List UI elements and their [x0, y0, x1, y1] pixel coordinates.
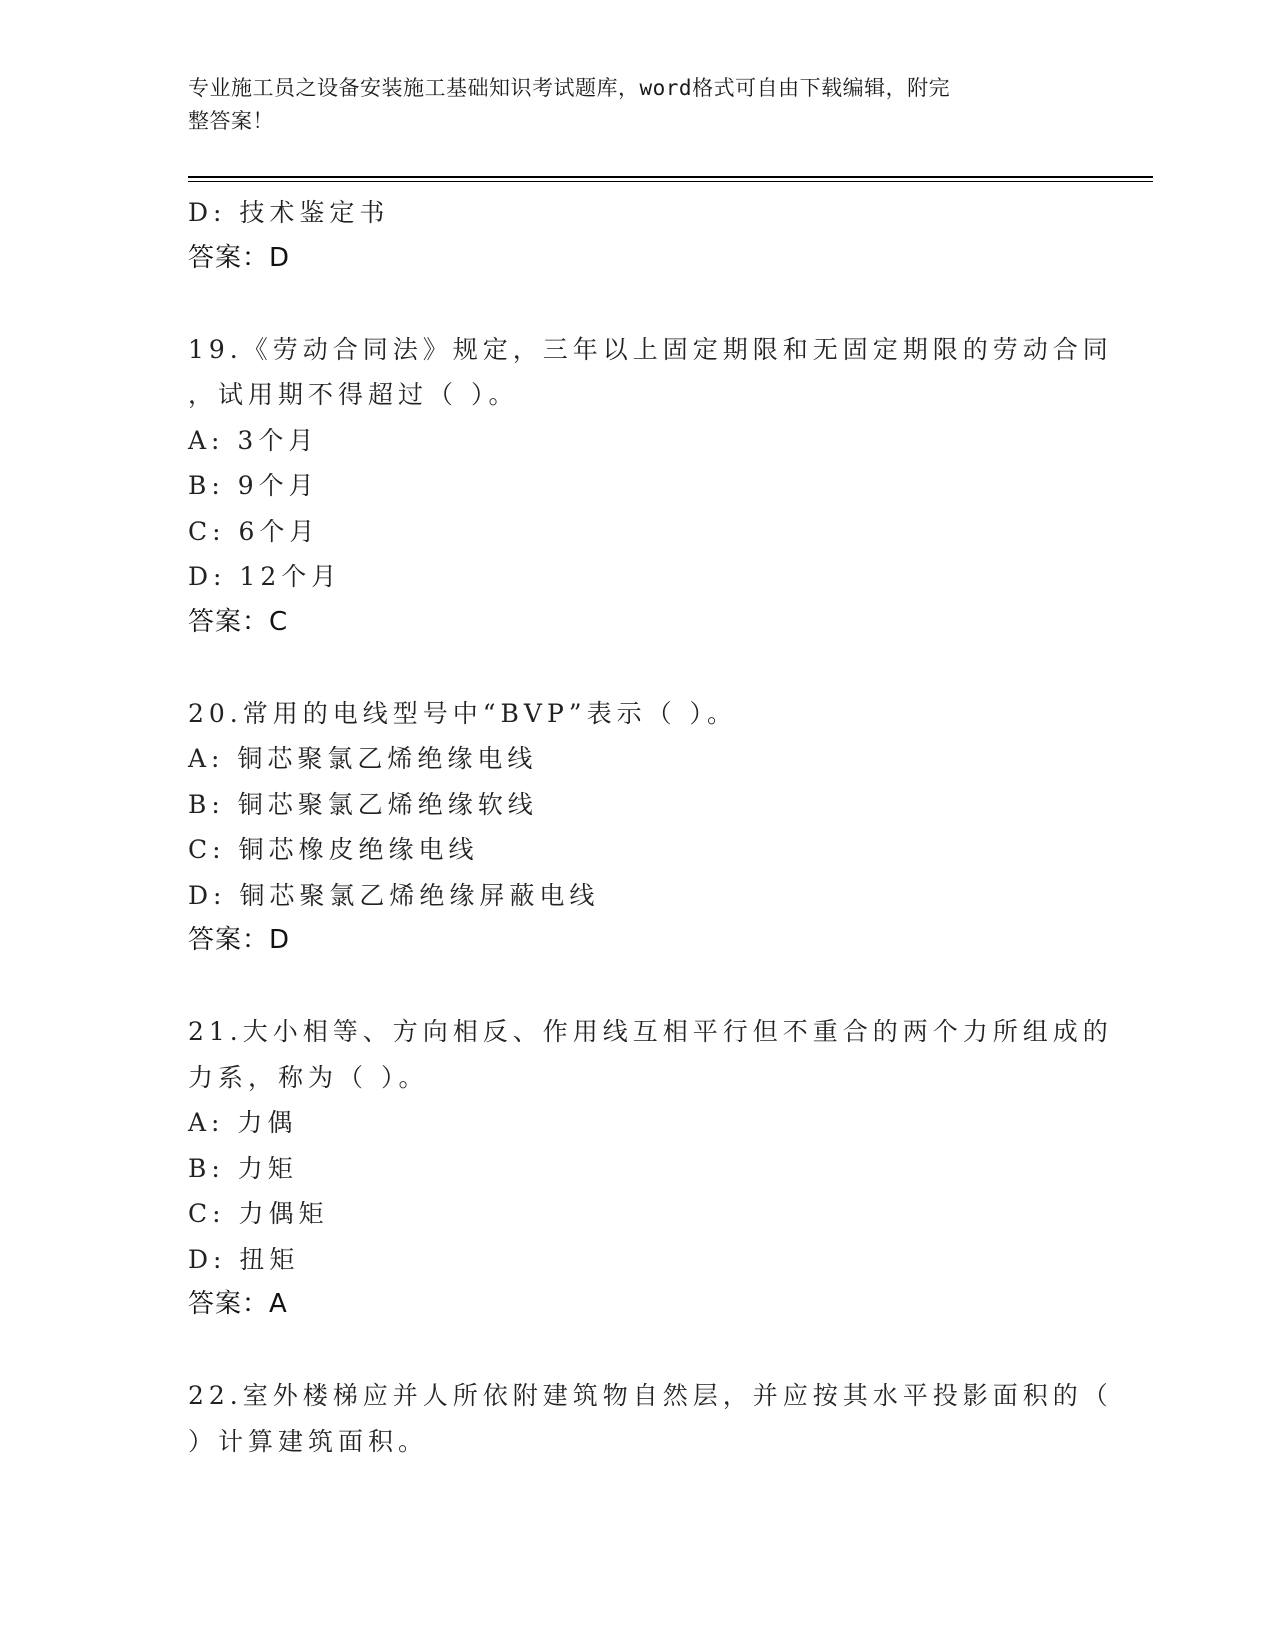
document-header [188, 72, 1068, 138]
spacer [188, 281, 1078, 327]
option-c: C: 力偶矩 [188, 1199, 329, 1228]
option-d: D: 12个月 [188, 562, 342, 591]
answer-line: 答案：C [188, 606, 289, 637]
question-21 [188, 1009, 1113, 1328]
answer-line: 答案：A [188, 1289, 288, 1319]
option-d: D: 铜芯聚氯乙烯绝缘屏蔽电线 [188, 880, 600, 910]
option-c: C: 6个月 [188, 516, 320, 546]
spacer [188, 645, 1078, 691]
question-22 [188, 1373, 1113, 1464]
question-stem-line-1: 20.常用的电线型号中“BVP”表示（ ）。 [188, 698, 738, 728]
question-20 [188, 691, 1078, 964]
spacer [188, 964, 1078, 1010]
header-line-2: 整答案！ [188, 109, 274, 133]
question-19 [188, 327, 1113, 646]
option-b: B: 铜芯聚氯乙烯绝缘软线 [188, 789, 538, 819]
header-divider-thin [188, 181, 1153, 182]
option-b: B: 9个月 [188, 471, 319, 500]
question-stem-line-1: 21.大小相等、方向相反、作用线互相平行但不重合的两个力所组成的 [188, 1017, 1113, 1046]
answer-line: 答案：D [188, 925, 291, 955]
option-a: A: 铜芯聚氯乙烯绝缘电线 [188, 744, 538, 773]
question-stem-line-1: 22.室外楼梯应并人所依附建筑物自然层，并应按其水平投影面积的（ [188, 1381, 1113, 1410]
option-d: D: 技术鉴定书 [188, 198, 390, 227]
question-stem-line-1: 19.《劳动合同法》规定，三年以上固定期限和无固定期限的劳动合同 [188, 334, 1113, 364]
question-list [188, 190, 1113, 1464]
option-a: A: 力偶 [188, 1108, 298, 1137]
answer-line: 答案：D [188, 242, 291, 273]
spacer [188, 1328, 1078, 1374]
option-c: C: 铜芯橡皮绝缘电线 [188, 835, 479, 864]
question-stem-line-2: ，试用期不得超过（ ）。 [188, 380, 519, 409]
option-a: A: 3个月 [188, 425, 319, 455]
option-d: D: 扭矩 [188, 1244, 300, 1274]
question-stem-line-2: 力系，称为（ ）。 [188, 1062, 429, 1092]
question-18-tail [188, 190, 1078, 281]
option-b: B: 力矩 [188, 1153, 298, 1183]
header-line-1: 专业施工员之设备安装施工基础知识考试题库，word格式可自由下载编辑，附完 [188, 76, 951, 100]
question-stem-line-2: ）计算建筑面积。 [188, 1426, 429, 1456]
header-divider-thick [188, 176, 1153, 178]
